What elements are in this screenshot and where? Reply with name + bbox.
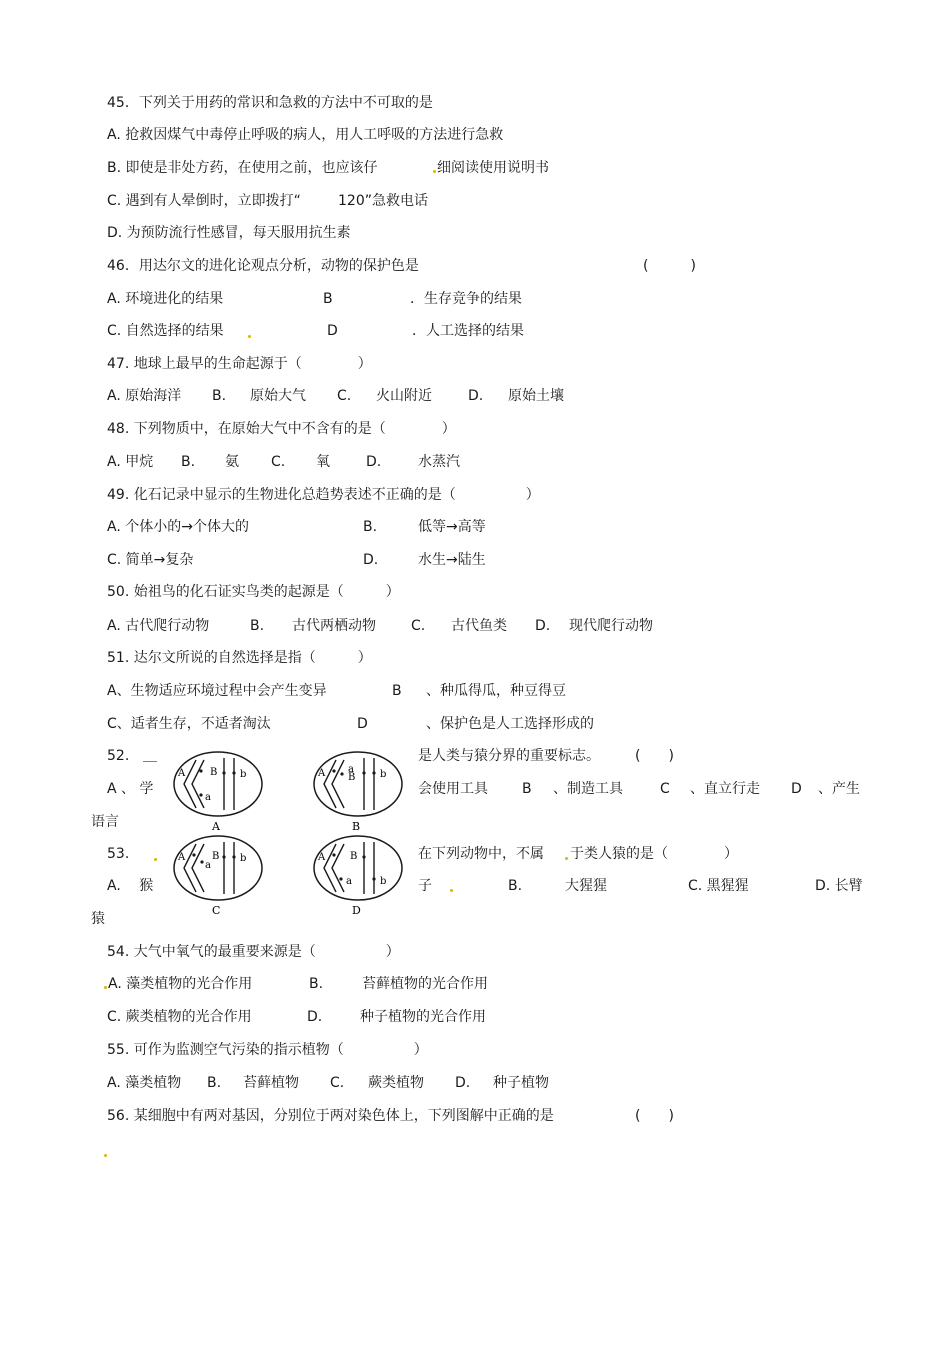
q46-option-b-letter: B [323, 291, 333, 307]
q55-option-a: A. 藻类植物 [107, 1075, 182, 1091]
q48-option-b: 氨 [225, 454, 239, 470]
q52-number: 52. [107, 748, 130, 764]
figure-caption: B [352, 820, 361, 833]
q52-option-c-letter: C [660, 781, 670, 797]
q45-option-b-cont: 细阅读使用说明书 [437, 160, 549, 176]
q49-stem: 49. 化石记录中显示的生物进化总趋势表述不正确的是（ ） [107, 487, 540, 503]
q46-option-a: A. 环境进化的结果 [107, 291, 224, 307]
q48-option-a: A. 甲烷 [107, 454, 154, 470]
q48-stem: 48. 下列物质中，在原始大气中不含有的是（ ） [107, 421, 456, 437]
q54-option-c: C. 蕨类植物的光合作用 [107, 1009, 252, 1025]
q53-stem: 在下列动物中，不属 [418, 846, 544, 862]
q51-option-c: C、适者生存，不适者淘汰 [107, 716, 271, 732]
q52-blank: ＿ [143, 748, 157, 764]
q46-option-d: ．人工选择的结果 [412, 323, 524, 339]
q55-option-d: 种子植物 [493, 1075, 549, 1091]
q45-option-c: C. 遇到有人晕倒时，立即拨打“ [107, 193, 301, 209]
q46-stem: 46．用达尔文的进化论观点分析，动物的保护色是 [107, 258, 419, 274]
q55-option-c: 蕨类植物 [368, 1075, 424, 1091]
figure-caption: A [212, 820, 220, 833]
q48-option-d-letter: D. [366, 454, 382, 470]
q49-option-d-letter: D. [363, 552, 379, 568]
figure-label: a [205, 792, 211, 803]
q45-option-d: D. 为预防流行性感冒，每天服用抗生素 [107, 225, 351, 241]
q55-option-c-letter: C. [330, 1075, 345, 1091]
chromosome-figure-d [308, 832, 410, 918]
q53-stem-cont: 于类人猿的是（ ） [570, 846, 738, 862]
q50-option-b-letter: B. [250, 618, 265, 634]
q55-option-b: 苔藓植物 [243, 1075, 299, 1091]
q50-option-d-letter: D. [535, 618, 551, 634]
q50-option-c: 古代鱼类 [451, 618, 507, 634]
q53-number: 53. [107, 846, 130, 862]
q47-option-c: 火山附近 [376, 388, 432, 404]
q52-option-d-letter: D [791, 781, 802, 797]
q50-option-d: 现代爬行动物 [569, 618, 653, 634]
q52-option-c: 、直立行走 [690, 781, 760, 797]
figure-caption: C [212, 904, 221, 917]
figure-label: b [240, 853, 247, 864]
q53-option-b-letter: B. [508, 878, 523, 894]
figure-label: A [178, 768, 186, 779]
figure-label: A [178, 852, 186, 863]
q54-option-d: 种子植物的光合作用 [360, 1009, 486, 1025]
q47-option-a: A. 原始海洋 [107, 388, 182, 404]
q53-option-c: C. 黑猩猩 [688, 878, 749, 894]
q52-option-a-cont: 会使用工具 [418, 781, 488, 797]
q47-option-b-letter: B. [212, 388, 227, 404]
q47-option-c-letter: C. [337, 388, 352, 404]
q50-stem: 50. 始祖鸟的化石证实鸟类的起源是（ ） [107, 584, 400, 600]
q54-option-b: 苔藓植物的光合作用 [362, 976, 488, 992]
figure-label: b [380, 769, 387, 780]
q48-option-b-letter: B. [181, 454, 196, 470]
q53-option-a: A. 猴 [107, 878, 154, 894]
figure-label: A [318, 852, 326, 863]
q51-stem: 51. 达尔文所说的自然选择是指（ ） [107, 650, 372, 666]
q51-option-d: 、保护色是人工选择形成的 [426, 716, 594, 732]
q47-option-d: 原始土壤 [508, 388, 564, 404]
figure-label: B [210, 767, 218, 778]
q51-option-a: A、生物适应环境过程中会产生变异 [107, 683, 327, 699]
speck [450, 889, 453, 892]
speck [433, 170, 436, 173]
q47-option-b: 原始大气 [250, 388, 306, 404]
q46-option-d-letter: D [327, 323, 338, 339]
q53-option-d: D. 长臂 [815, 878, 863, 894]
q45-option-c-cont: 120”急救电话 [338, 193, 428, 209]
q50-option-a: A. 古代爬行动物 [107, 618, 210, 634]
figure-label: b [240, 769, 247, 780]
figure-label: b [380, 876, 387, 887]
speck [248, 335, 251, 338]
q49-option-d: 水生→陆生 [418, 552, 486, 568]
q47-option-d-letter: D. [468, 388, 484, 404]
speck [104, 986, 107, 989]
speck [104, 1154, 107, 1157]
figure-label: A [318, 768, 326, 779]
q47-stem: 47. 地球上最早的生命起源于（ ） [107, 356, 372, 372]
q49-option-a: A. 个体小的→个体大的 [107, 519, 249, 535]
q53-option-d-cont: 猿 [91, 911, 105, 927]
q51-option-b: 、种瓜得瓜，种豆得豆 [426, 683, 566, 699]
chromosome-figure-c [168, 832, 270, 918]
q52-option-d: 、产生 [818, 781, 860, 797]
speck [154, 858, 157, 861]
q54-stem: 54. 大气中氧气的最重要来源是（ ） [107, 944, 400, 960]
q55-stem: 55. 可作为监测空气污染的指示植物（ ） [107, 1042, 428, 1058]
q56-answer-paren: ( ) [635, 1108, 674, 1124]
q51-option-b-letter: B [392, 683, 402, 699]
q50-option-c-letter: C. [411, 618, 426, 634]
chromosome-figure-a [168, 748, 270, 834]
q48-option-c: 氧 [316, 454, 330, 470]
q49-option-b-letter: B. [363, 519, 378, 535]
q46-option-b: ．生存竞争的结果 [410, 291, 522, 307]
figure-caption: D [352, 904, 361, 917]
figure-label: a [348, 764, 354, 775]
q55-option-d-letter: D. [455, 1075, 471, 1091]
q45-option-a: A. 抢救因煤气中毒停止呼吸的病人，用人工呼吸的方法进行急救 [107, 127, 504, 143]
figure-label: B [350, 851, 358, 862]
q49-option-c: C. 简单→复杂 [107, 552, 194, 568]
figure-label: B [348, 772, 356, 783]
figure-label: a [346, 876, 352, 887]
q51-option-d-letter: D [357, 716, 368, 732]
q48-option-d: 水蒸汽 [418, 454, 460, 470]
q54-option-b-letter: B. [309, 976, 324, 992]
q46-answer-paren: ( ) [643, 258, 696, 274]
figure-label: B [212, 851, 220, 862]
q52-option-b: 、制造工具 [553, 781, 623, 797]
q50-option-b: 古代两栖动物 [292, 618, 376, 634]
chromosome-figure-b [308, 748, 410, 834]
q54-option-a: A. 藻类植物的光合作用 [108, 976, 253, 992]
q48-option-c-letter: C. [271, 454, 286, 470]
q56-stem: 56. 某细胞中有两对基因，分别位于两对染色体上，下列图解中正确的是 [107, 1108, 554, 1124]
q52-option-b-letter: B [522, 781, 532, 797]
q55-option-b-letter: B. [207, 1075, 222, 1091]
q45-option-b: B. 即使是非处方药，在使用之前，也应该仔 [107, 160, 378, 176]
figure-label: a [205, 860, 211, 871]
q52-option-d-cont: 语言 [91, 814, 119, 830]
q53-option-a-cont: 子 [418, 878, 432, 894]
q46-option-c: C. 自然选择的结果 [107, 323, 224, 339]
q52-answer-paren: ( ) [635, 748, 674, 764]
q45-stem: 45．下列关于用药的常识和急救的方法中不可取的是 [107, 95, 433, 111]
q52-option-a: A 、 学 [107, 781, 154, 797]
q53-option-b: 大猩猩 [565, 878, 607, 894]
q54-option-d-letter: D. [307, 1009, 323, 1025]
speck [565, 857, 568, 860]
q49-option-b: 低等→高等 [418, 519, 486, 535]
q52-stem: 是人类与猿分界的重要标志。 [418, 748, 600, 764]
